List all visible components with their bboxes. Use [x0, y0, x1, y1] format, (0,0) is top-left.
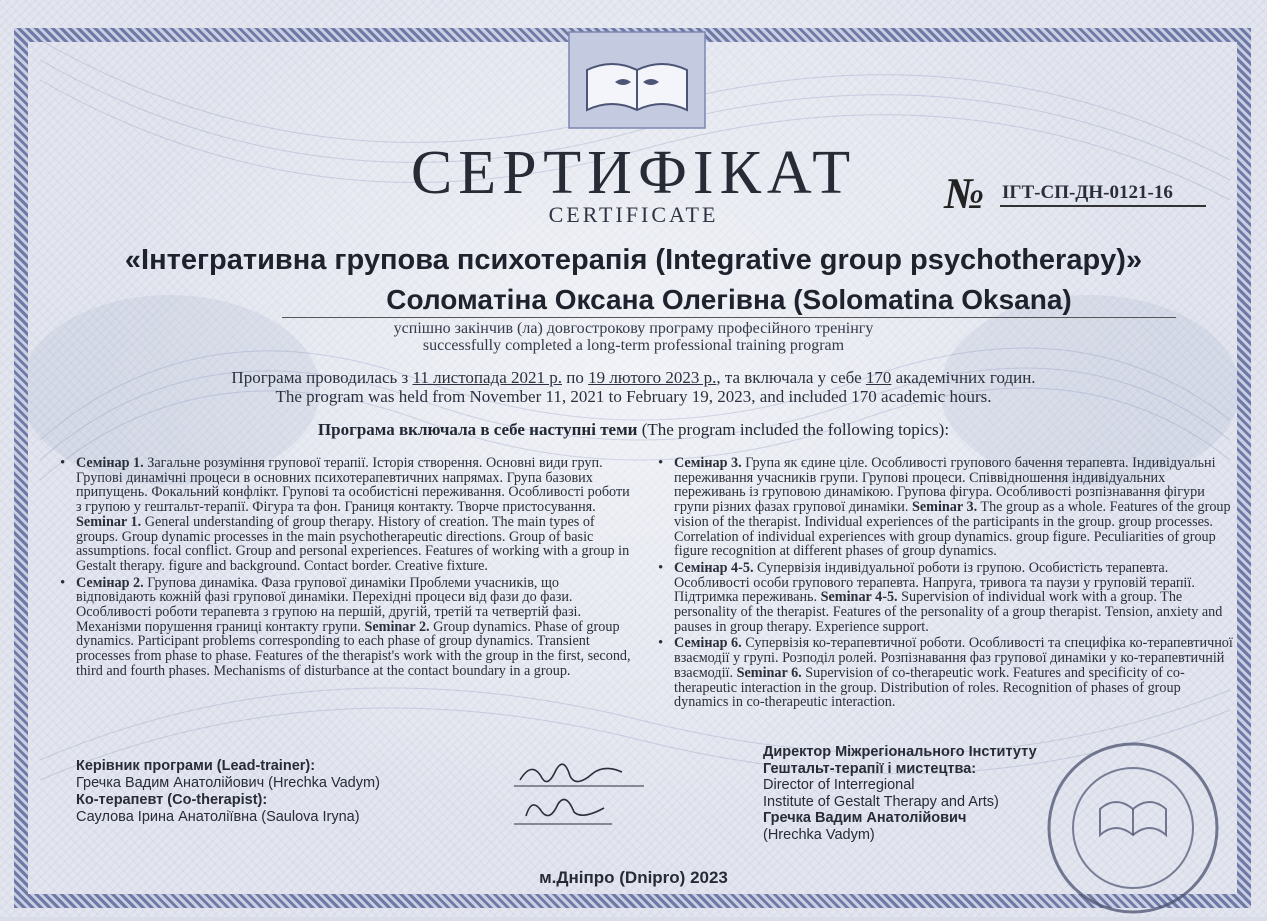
seminars-left-column [56, 456, 638, 681]
bullet: • [60, 455, 66, 471]
certificate-number: ІГТ-СП-ДН-0121-16 [1000, 182, 1206, 207]
topics-heading-bold: Програма включала в себе наступні теми [317, 420, 638, 439]
end-date: 19 лютого 2023 р. [588, 368, 717, 387]
seminar-label: Seminar 2. [364, 618, 430, 635]
seminar-text: Загальне розуміння групової терапії. Історія створення. Основні види груп. Групові динамічні процеси в основних психотерапевтичних напрямах. Група базових припущень. Фокальний конфлікт. Групові та особистісні переживання. Особливості роботи з групою у гештальт-терапії. Фігура та фон. Границя контакту. Творче пристосування. [76, 455, 630, 516]
seminar-item [654, 561, 1234, 635]
director-en-line2: Institute of Gestalt Therapy and Arts) [763, 793, 999, 810]
recipient-name: Соломатіна Оксана Олегівна (Solomatina Oksana) [282, 284, 1176, 318]
number-sign: № [944, 169, 985, 218]
dates-text: по [562, 368, 589, 387]
director-heading-line1: Директор Міжрегіонального Інституту [763, 744, 1037, 760]
seminar-item [56, 576, 638, 679]
seminar-label: Семінар 2. [76, 574, 144, 591]
topics-heading-rest: (The program included the following topics): [637, 420, 950, 439]
bullet: • [658, 635, 664, 652]
director-heading-line2: Гештальт-терапії і мистецтва: [763, 760, 977, 777]
trainers-block [76, 758, 380, 826]
dates-text: , та включала у себе [716, 368, 866, 387]
certificate-title: СЕРТИФІКАТ [410, 139, 857, 207]
seminar-label: Семінар 1. [76, 455, 144, 471]
topics-heading [0, 420, 1267, 440]
dates-text: Програма проводилась з [231, 368, 413, 387]
city-year: м.Дніпро (Dnipro) 2023 [539, 868, 728, 887]
bullet: • [60, 574, 66, 591]
hours: 170 [865, 368, 892, 387]
seminar-item [654, 636, 1234, 710]
director-block [763, 744, 1037, 843]
seminar-text: General understanding of group therapy. History of creation. The main types of groups. Group dynamic processes in the main psychotherapeutic directions. Group of basic assumptions. focal conflict. Group and personal experiences. Features of working with a group in Gestalt therapy. figure and background. Contact border. Creative fixture. [76, 513, 630, 574]
completion-text-en: successfully completed a long-term professional training program [422, 337, 845, 354]
seminar-label: Seminar 4-5. [820, 589, 898, 606]
institute-logo [567, 30, 707, 130]
certificate-subtitle: CERTIFICATE [548, 202, 719, 227]
round-stamp [1040, 735, 1226, 921]
seminar-label: Семінар 3. [674, 455, 742, 471]
seminar-text: Group dynamics. Phase of group dynamics. Participant problems corresponding to each phase of group dynamics. Transient processes from phase to phase. Features of the therapist's work with the group in the first, second, third and fourth phases. Mechanisms of disturbance at the contact boundary in a group. [76, 618, 631, 679]
bullet: • [658, 559, 664, 576]
seminar-label: Семінар 4-5. [674, 559, 754, 576]
seminar-label: Семінар 6. [674, 635, 742, 652]
program-dates-uk [0, 368, 1267, 388]
start-date: 11 листопада 2021 р. [412, 368, 563, 387]
seminar-item [654, 456, 1234, 559]
seminar-label: Seminar 3. [911, 499, 978, 516]
completion-text-uk: успішно закінчив (ла) довгострокову програму професійного тренінгу [393, 320, 874, 337]
director-en-line1: Director of Interregional [763, 777, 915, 793]
seminar-text: Supervision of individual work with a group. The personality of the therapist. Features of the personality of a group therapist. Tension, anxiety and pauses in group therapy. Experience support. [674, 589, 1223, 635]
seminar-label: Seminar 6. [736, 664, 802, 681]
program-title: «Інтегративна групова психотерапія (Integrative group psychotherapy)» [124, 244, 1143, 276]
director-name-en: (Hrechka Vadym) [763, 826, 875, 843]
bullet: • [658, 455, 664, 471]
seminar-text: The group as a whole. Features of the group vision of the therapist. Individual experiences of the participants in the group. group processes. Correlation of individual experiences with group dynamics. group figure. Peculiarities of group figure recognition at different phases of group dynamics. [674, 499, 1231, 560]
co-therapist-name: Саулова Ірина Анатоліївна (Saulova Iryna) [76, 809, 360, 825]
seminar-text: Супервізія ко-терапевтичної роботи. Особливості та специфіка ко-терапевтичної взаємодії у групі. Розподіл ролей. Розпізнавання фаз групової динаміки у ко-терапевтичній взаємодії. [674, 635, 1233, 681]
program-dates-en: The program was held from November 11, 2021 to February 19, 2023, and included 170 academic hours. [275, 387, 992, 406]
signatures [512, 758, 662, 830]
director-name-uk: Гречка Вадим Анатолійович [763, 810, 967, 826]
co-therapist-heading: Ко-терапевт (Co-therapist): [76, 792, 268, 808]
seminar-text: Supervision of co-therapeutic work. Features and specificity of co-therapeutic interaction in the group. Distribution of roles. Recognition of phases of group dynamics in co-therapeutic interaction. [674, 664, 1185, 711]
seminar-label: Seminar 1. [76, 513, 142, 530]
seminars-right-column [654, 456, 1234, 712]
lead-trainer-heading: Керівник програми (Lead-trainer): [76, 758, 316, 774]
lead-trainer-name: Гречка Вадим Анатолійович (Hrechka Vadym) [76, 775, 380, 791]
seminar-text: Супервізія індивідуальної роботи із групою. Особистість терапевта. Особливості особи групового терапевта. Напруга, тривога та паузи у груповій терапії. Підтримка переживань. [674, 559, 1195, 606]
seminar-item [56, 456, 638, 574]
seminar-text: Групова динаміка. Фаза групової динаміки Проблеми учасників, що відповідають кожній фазі групової динаміки. Перехідні процеси від фази до фази. Особливості роботи терапевта з групою на першій, другій, третій та четвертій фазі. Механізми порушення границі контакту групи. [76, 574, 582, 635]
dates-text: академічних годин. [891, 368, 1036, 387]
seminar-text: Група як єдине ціле. Особливості групового бачення терапевта. Індивідуальні переживання учасників групи. Групові процеси. Співвідношення індивідуальних переживань із груповою динамікою. Групова фігура. Особливості розпізнавання фігури групи різних фазах групової динаміки. [674, 455, 1216, 516]
